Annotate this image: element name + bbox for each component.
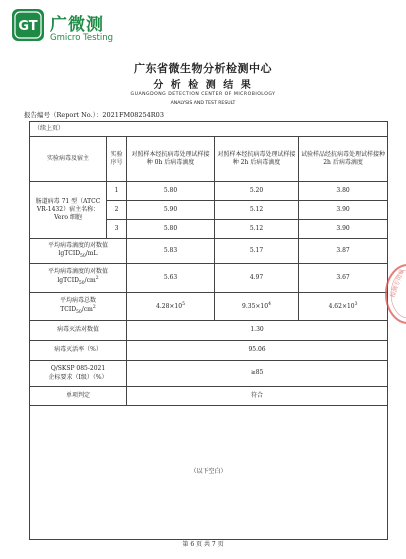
header-control-0h: 对照样本经抗病毒处理试样接种 0h 后病毒滴度	[127, 137, 215, 182]
control-0h-value: 5.80	[127, 182, 215, 201]
virus-host-cell: 肠道病毒 71 型（ATCC VR-1432）宿主名称：Vero 细胞	[30, 182, 107, 239]
table-row	[30, 293, 388, 321]
table-row	[30, 361, 388, 387]
table-row	[30, 264, 388, 293]
page-number: 第 6 页 共 7 页	[182, 541, 224, 548]
svg-text:检测专用章: 检测专用章	[389, 268, 406, 299]
gt-logo-icon	[12, 9, 44, 41]
judgement-value: 符合	[127, 387, 388, 406]
table-row	[30, 182, 388, 201]
avg-ml-test-2h: 3.87	[299, 239, 388, 264]
log-reduction-value: 1.30	[127, 321, 388, 341]
avg-cm2-control-2h: 4.97	[215, 264, 299, 293]
total-virus-label: 平均病毒总数 $TCID_{50}/cm^2$	[30, 293, 127, 321]
blank-below-label: （以下空白）	[30, 406, 388, 540]
svg-text:GT: GT	[18, 19, 38, 34]
test-2h-value: 3.80	[299, 182, 388, 201]
report-title-en: ANALYSIS AND TEST RESULT	[170, 101, 236, 106]
requirement-label: Q/SKSP 085-2021 企标要求（Ⅰ级）（%）	[30, 361, 127, 387]
header-control-2h: 对照样本经抗病毒处理试样接种 2h 后病毒滴度	[215, 137, 299, 182]
header-virus-host: 实验病毒及宿主	[30, 137, 107, 182]
continued-label: （续上页）	[30, 122, 388, 137]
test-2h-value: 3.90	[299, 220, 388, 239]
test-2h-value: 3.90	[299, 201, 388, 220]
control-0h-value: 5.90	[127, 201, 215, 220]
logo-chinese-name: 广微测	[50, 15, 104, 35]
total-test-2h: $4.62\times 10^3$	[299, 293, 388, 321]
table-row	[30, 341, 388, 361]
organization-title: 广东省微生物分析检测中心	[134, 62, 272, 75]
inactivation-rate-label: 病毒灭活率（%）	[30, 341, 127, 361]
organization-title-en: GUANGDONG DETECTION CENTER OF MICROBIOLOGY	[130, 92, 276, 97]
sample-no: 1	[107, 182, 127, 201]
sample-no: 2	[107, 201, 127, 220]
log-reduction-label: 病毒灭活对数值	[30, 321, 127, 341]
control-0h-value: 5.80	[127, 220, 215, 239]
avg-cm2-test-2h: 3.67	[299, 264, 388, 293]
company-logo	[12, 9, 172, 49]
report-number: 报告编号（Report No.）：2021FM08254R03	[24, 111, 164, 119]
inactivation-rate-value: 95.06	[127, 341, 388, 361]
report-title: 分 析 检 测 结 果	[153, 80, 253, 91]
avg-titer-cm2-label: 平均病毒滴度的对数值 $lgTCID_{50}/cm^2$	[30, 264, 127, 293]
results-table	[29, 121, 388, 540]
logo-english-name: Gmicro Testing	[50, 33, 113, 43]
table-row	[30, 406, 388, 540]
table-row	[30, 321, 388, 341]
table-row	[30, 387, 388, 406]
official-seal-icon	[382, 262, 406, 326]
total-control-2h: $9.35\times 10^4$	[215, 293, 299, 321]
header-test-2h: 试验样品经抗病毒处理试样接种 2h 后病毒滴度	[299, 137, 388, 182]
control-2h-value: 5.12	[215, 220, 299, 239]
control-2h-value: 5.12	[215, 201, 299, 220]
header-sample-no: 实验序号	[107, 137, 127, 182]
avg-titer-ml-label: 平均病毒滴度的对数值 lgTCID$_{50}$/mL	[30, 239, 127, 264]
requirement-value: ≥85	[127, 361, 388, 387]
table-row	[30, 122, 388, 137]
total-control-0h: $4.28\times 10^5$	[127, 293, 215, 321]
table-header-row	[30, 137, 388, 182]
sample-no: 3	[107, 220, 127, 239]
avg-ml-control-0h: 5.83	[127, 239, 215, 264]
control-2h-value: 5.20	[215, 182, 299, 201]
judgement-label: 单项判定	[30, 387, 127, 406]
table-row	[30, 239, 388, 264]
avg-cm2-control-0h: 5.63	[127, 264, 215, 293]
avg-ml-control-2h: 5.17	[215, 239, 299, 264]
